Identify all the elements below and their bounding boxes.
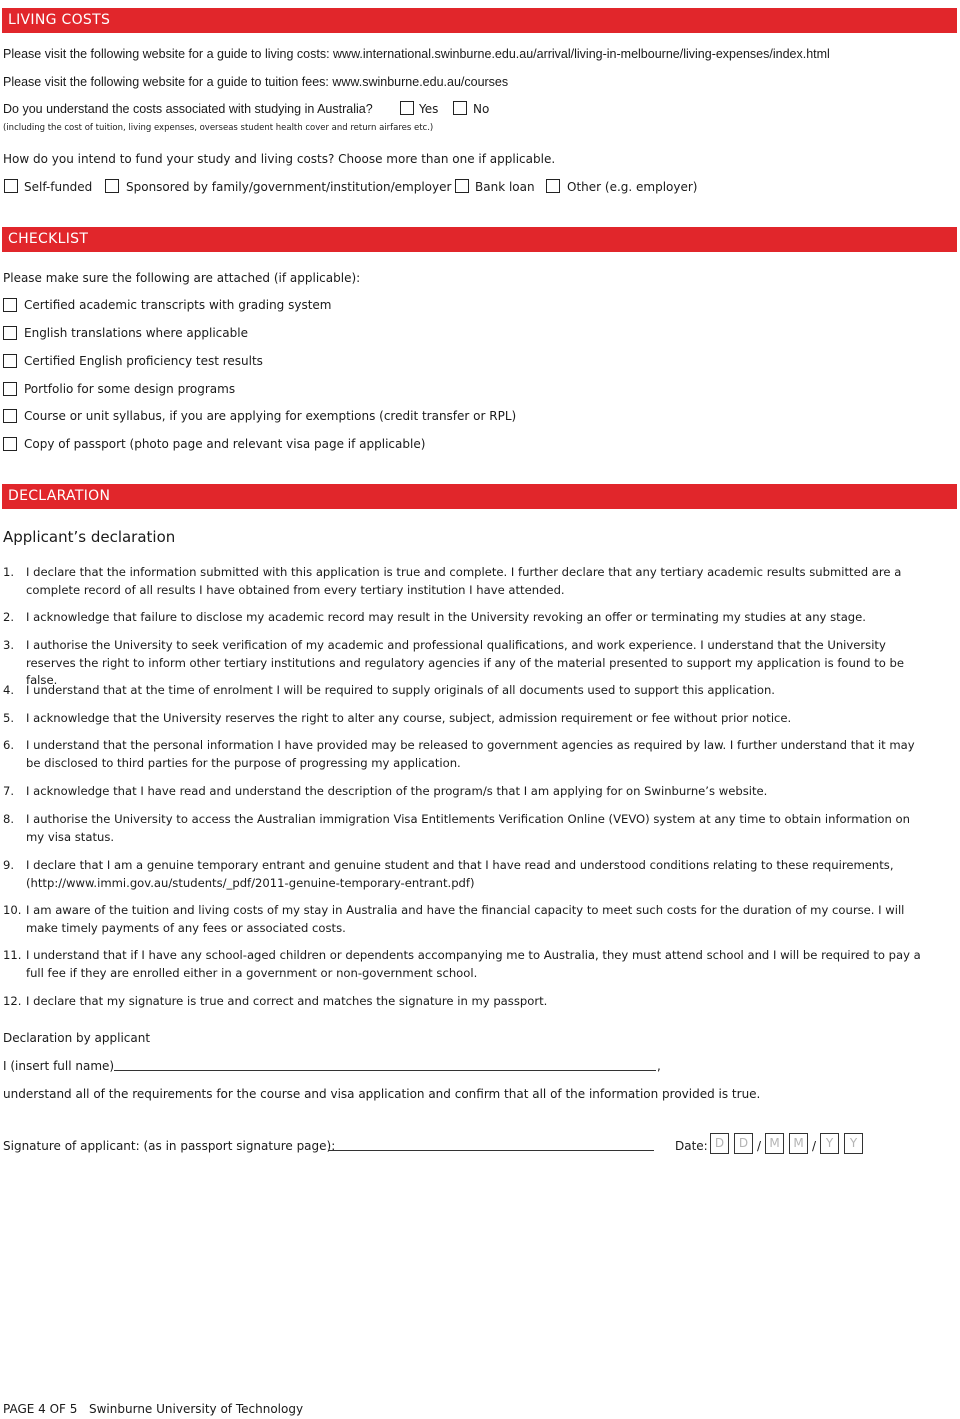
declaration-item-text: I authorise the University to seek verification of my academic and professional qualifications, and work experience. I understand that the University reserves the right to inform other tertiary institutions and regulatory agencies if any of the material presented to support my application is found to be false. bbox=[26, 638, 905, 688]
declaration-item-text: I declare that the information submitted with this application is true and complete. I further declare that any tertiary academic results submitted are a complete record of all results I have obtained from every tertiary institution I have attended. bbox=[26, 565, 902, 597]
signature-label-row bbox=[3, 1139, 335, 1153]
checklist-item-label: Certified academic transcripts with grading system bbox=[24, 298, 332, 312]
declaration-item-text: I acknowledge that failure to disclose my academic record may result in the University revoking an offer or terminating my studies at any stage. bbox=[26, 610, 866, 624]
yes-checkbox[interactable] bbox=[400, 101, 414, 115]
declaration-item-text: I am aware of the tuition and living costs of my stay in Australia and have the financial capacity to meet such costs for the duration of my course. I will make timely payments of any fees or associated costs. bbox=[26, 903, 905, 935]
bank-loan-checkbox[interactable] bbox=[455, 179, 469, 193]
declaration-item-text: I understand that the personal information I have provided may be released to government agencies as required by law. I further understand that it may be disclosed to third parties for the purpose of progressing my application. bbox=[26, 738, 915, 770]
no-label: No bbox=[473, 102, 490, 116]
full-name-comma: , bbox=[657, 1059, 661, 1073]
signature-note: (as in passport signature page): bbox=[143, 1139, 336, 1153]
date-separator: / bbox=[757, 1139, 762, 1153]
declaration-item-text: I understand that at the time of enrolment I will be required to supply originals of all documents used to support this application. bbox=[26, 683, 775, 697]
date-day-box-2[interactable]: D bbox=[734, 1133, 753, 1154]
other-label: Other (e.g. employer) bbox=[567, 180, 698, 194]
declaration-item-number: 11. bbox=[3, 948, 22, 962]
other-checkbox[interactable] bbox=[546, 179, 560, 193]
declaration-by-applicant-heading: Declaration by applicant bbox=[3, 1031, 151, 1045]
declaration-item-number: 1. bbox=[3, 565, 15, 579]
declaration-item-text: I acknowledge that I have read and understand the description of the program/s that I am applying for on Swinburne’s website. bbox=[26, 784, 768, 798]
declaration-header: DECLARATION bbox=[2, 484, 957, 509]
declaration-item-number: 3. bbox=[3, 638, 15, 652]
understand-statement: understand all of the requirements for the course and visa application and confirm that all of the information provided is true. bbox=[3, 1087, 761, 1101]
declaration-item-number: 10. bbox=[3, 903, 22, 917]
page-number: PAGE 4 OF 5 bbox=[3, 1402, 78, 1416]
declaration-item-text: I declare that I am a genuine temporary entrant and genuine student and that I have read and understood conditions relating to these requirements, (http://www.immi.gov.au/students/_pdf/2011-genuine-temporary-entrant.pdf) bbox=[26, 858, 894, 890]
declaration-item-number: 8. bbox=[3, 812, 15, 826]
date-separator: / bbox=[812, 1139, 817, 1153]
declaration-item-text: I declare that my signature is true and correct and matches the signature in my passport. bbox=[26, 994, 548, 1008]
no-checkbox[interactable] bbox=[453, 101, 467, 115]
living-costs-guide-text: Please visit the following website for a guide to living costs: www.international.swinburne.edu.au/arrival/living-in-melbourne/living-expenses/index.html bbox=[3, 47, 830, 61]
date-day-box-1[interactable]: D bbox=[710, 1133, 729, 1154]
living-costs-header: LIVING COSTS bbox=[2, 8, 957, 33]
declaration-item-number: 6. bbox=[3, 738, 15, 752]
self-funded-label: Self-funded bbox=[24, 180, 93, 194]
yes-label: Yes bbox=[419, 102, 439, 116]
checklist-item-label: Certified English proficiency test results bbox=[24, 354, 263, 368]
sponsored-label: Sponsored by family/government/institution/employer bbox=[126, 180, 452, 194]
costs-note: (including the cost of tuition, living expenses, overseas student health cover and return airfares etc.) bbox=[3, 123, 434, 133]
sponsored-checkbox[interactable] bbox=[105, 179, 119, 193]
checklist-checkbox[interactable] bbox=[3, 382, 17, 396]
declaration-item-number: 9. bbox=[3, 858, 15, 872]
declaration-item-text: I acknowledge that the University reserves the right to alter any course, subject, admission requirement or fee without prior notice. bbox=[26, 711, 792, 725]
checklist-intro: Please make sure the following are attached (if applicable): bbox=[3, 271, 361, 285]
checklist-checkbox[interactable] bbox=[3, 298, 17, 312]
self-funded-checkbox[interactable] bbox=[4, 179, 18, 193]
footer-org-name: Swinburne University of Technology bbox=[89, 1402, 304, 1416]
declaration-item-number: 2. bbox=[3, 610, 15, 624]
declaration-item-number: 4. bbox=[3, 683, 15, 697]
date-year-box-2[interactable]: Y bbox=[844, 1133, 863, 1154]
signature-label: Signature of applicant: bbox=[3, 1139, 140, 1153]
checklist-checkbox[interactable] bbox=[3, 409, 17, 423]
applicant-declaration-title: Applicant’s declaration bbox=[3, 528, 176, 546]
date-month-box-2[interactable]: M bbox=[789, 1133, 808, 1154]
costs-question: Do you understand the costs associated with studying in Australia? bbox=[3, 102, 373, 116]
checklist-header: CHECKLIST bbox=[2, 227, 957, 252]
checklist-item-label: English translations where applicable bbox=[24, 326, 248, 340]
declaration-item-number: 7. bbox=[3, 784, 15, 798]
date-month-box-1[interactable]: M bbox=[765, 1133, 784, 1154]
declaration-item-text: I authorise the University to access the Australian immigration Visa Entitlements Verification Online (VEVO) system at any time to obtain information on my visa status. bbox=[26, 812, 910, 844]
checklist-checkbox[interactable] bbox=[3, 354, 17, 368]
full-name-label: I (insert full name) bbox=[3, 1059, 115, 1073]
full-name-field[interactable] bbox=[114, 1070, 656, 1071]
checklist-item-label: Copy of passport (photo page and relevant visa page if applicable) bbox=[24, 437, 426, 451]
date-label: Date: bbox=[675, 1139, 708, 1153]
checklist-checkbox[interactable] bbox=[3, 437, 17, 451]
checklist-checkbox[interactable] bbox=[3, 326, 17, 340]
bank-loan-label: Bank loan bbox=[475, 180, 535, 194]
tuition-fees-guide-text: Please visit the following website for a guide to tuition fees: www.swinburne.edu.au/courses bbox=[3, 75, 509, 89]
declaration-item-number: 12. bbox=[3, 994, 22, 1008]
fund-question: How do you intend to fund your study and living costs? Choose more than one if applicable. bbox=[3, 152, 556, 166]
declaration-item-text: I understand that if I have any school-aged children or dependents accompanying me to Australia, they must attend school and I will be required to pay a full fee if they are enrolled either in a government or non-government school. bbox=[26, 948, 921, 980]
date-year-box-1[interactable]: Y bbox=[820, 1133, 839, 1154]
checklist-item-label: Course or unit syllabus, if you are applying for exemptions (credit transfer or RPL) bbox=[24, 409, 517, 423]
signature-field[interactable] bbox=[328, 1150, 654, 1151]
checklist-item-label: Portfolio for some design programs bbox=[24, 382, 236, 396]
declaration-item-number: 5. bbox=[3, 711, 15, 725]
